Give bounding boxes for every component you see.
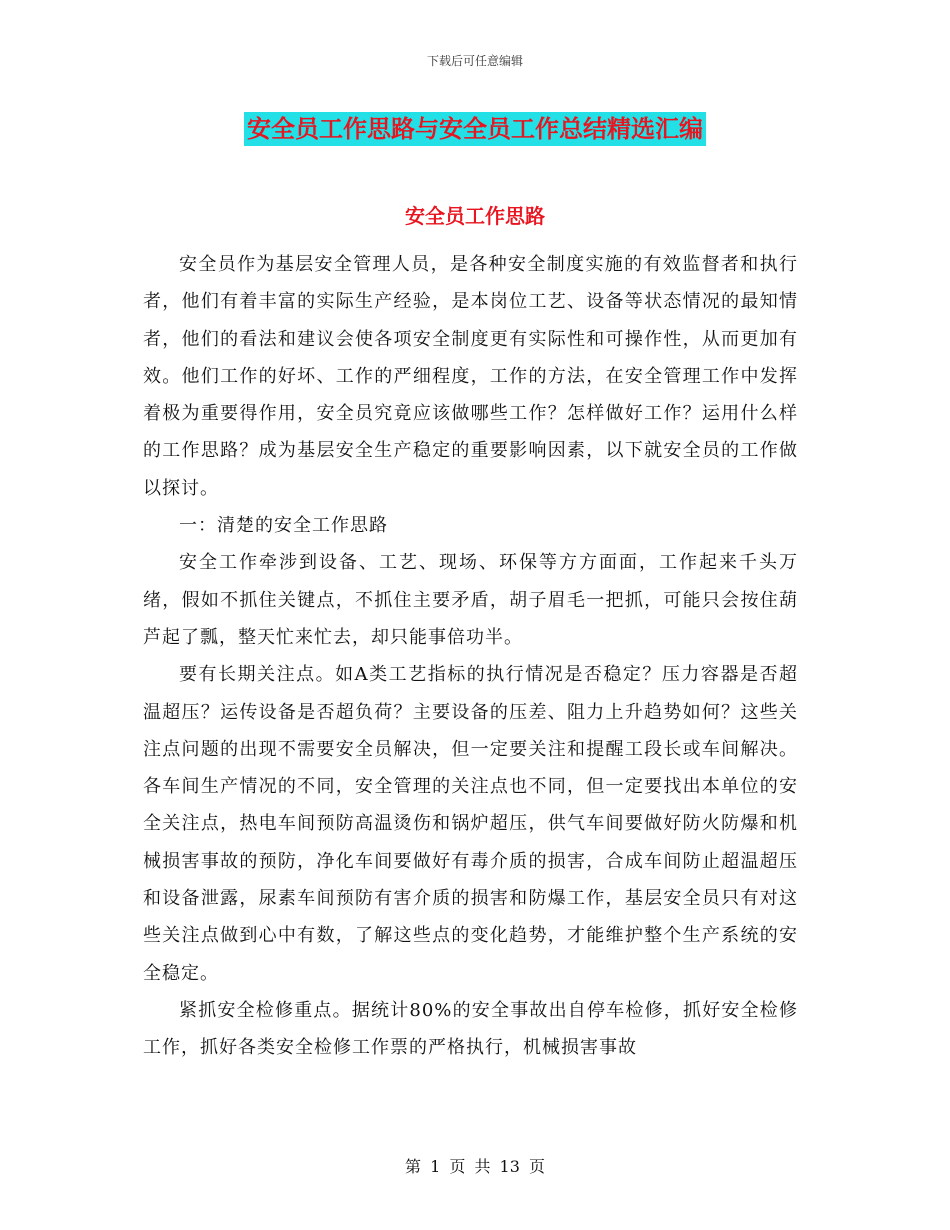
paragraph: 紧抓安全检修重点。据统计80%的安全事故出自停车检修，抓好安全检修工作，抓好各类安全检修工作票的严格执行，机械损害事故 xyxy=(143,999,798,1059)
paragraph: 一：清楚的安全工作思路 xyxy=(179,515,388,537)
paragraph: 安全工作牵涉到设备、工艺、现场、环保等方方面面，工作起来千头万绪，假如不抓住关键点，不抓住主要矛盾，胡子眉毛一把抓，可能只会按住葫芦起了瓢，整天忙来忙去，却只能事倍功半。 xyxy=(143,552,798,648)
paragraph: 要有长期关注点。如A类工艺指标的执行情况是否稳定？压力容器是否超温超压？运传设备是否超负荷？主要设备的压差、阻力上升趋势如何？这些关注点问题的出现不需要安全员解决，但一定要关注和提醒工段长或车间解决。各车间生产情况的不同，安全管理的关注点也不同，但一定要找出本单位的安全关注点，热电车间预防高温烫伤和锅炉超压，供气车间要做好防火防爆和机械损害事故的预防，净化车间要做好有毒介质的损害，合成车间防止超温超压和设备泄露，尿素车间预防有害介质的损害和防爆工作，基层安全员只有对这些关注点做到心中有数，了解这些点的变化趋势，才能维护整个生产系统的安全稳定。 xyxy=(143,664,798,984)
section-title: 安全员工作思路 xyxy=(405,204,545,228)
body-text xyxy=(143,246,798,1067)
page-footer: 第 1 页 共 13 页 xyxy=(405,1157,545,1176)
doc-title-container xyxy=(0,112,950,146)
header-note: 下载后可任意编辑 xyxy=(426,54,523,68)
doc-title: 安全员工作思路与安全员工作总结精选汇编 xyxy=(244,112,706,146)
paragraph: 安全员作为基层安全管理人员，是各种安全制度实施的有效监督者和执行者，他们有着丰富的实际生产经验，是本岗位工艺、设备等状态情况的最知情者，他们的看法和建议会使各项安全制度更有实际性和可操作性，从而更加有效。他们工作的好坏、工作的严细程度，工作的方法，在安全管理工作中发挥着极为重要得作用，安全员究竟应该做哪些工作？怎样做好工作？运用什么样的工作思路？成为基层安全生产稳定的重要影响因素，以下就安全员的工作做以探讨。 xyxy=(143,254,798,499)
